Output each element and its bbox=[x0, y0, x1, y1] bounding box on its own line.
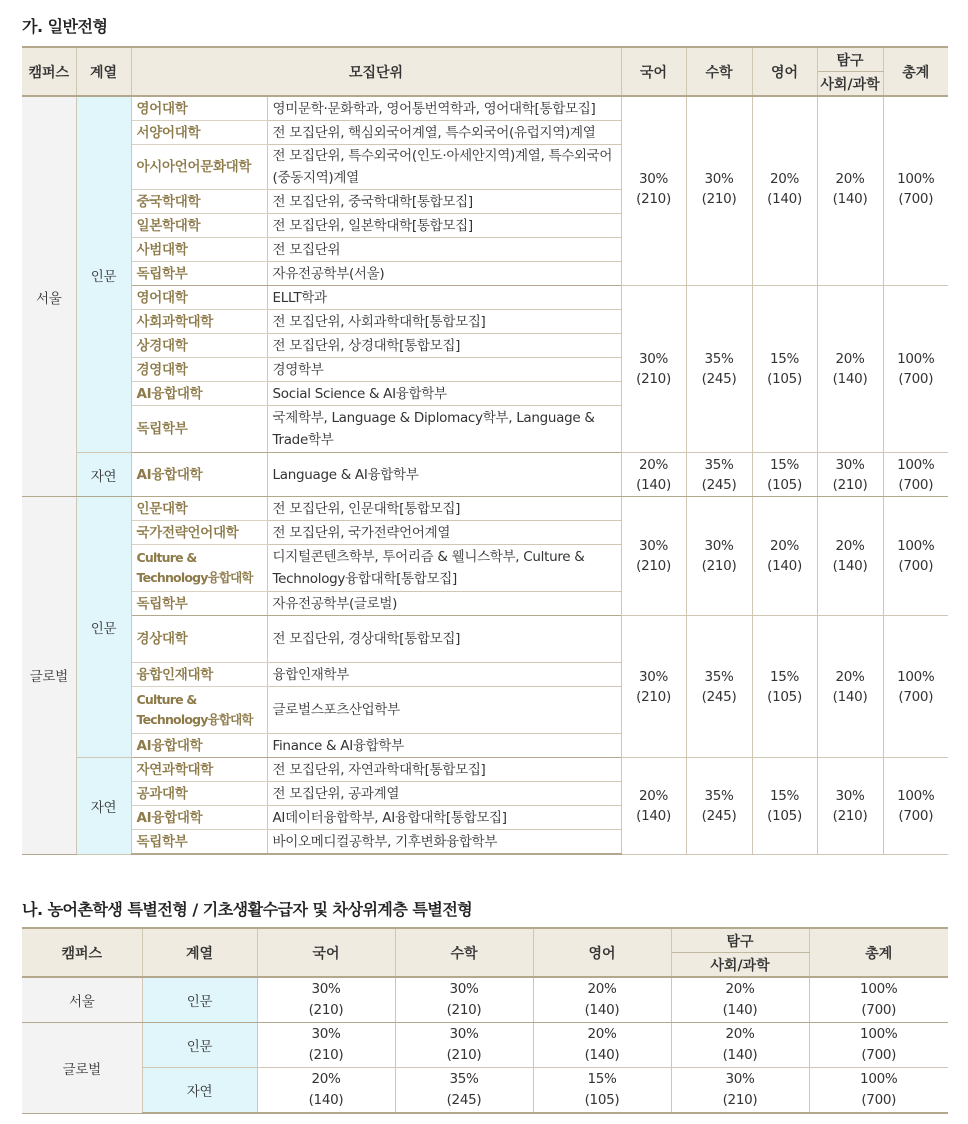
score-inquiry bbox=[817, 616, 883, 758]
score-inquiry bbox=[817, 758, 883, 855]
score-percent: 20% bbox=[769, 171, 800, 187]
score-percent: 20% bbox=[725, 1026, 755, 1042]
recruitment-unit: 경영학부 bbox=[267, 358, 621, 382]
track-cell: 자연 bbox=[76, 453, 131, 497]
table-row bbox=[22, 453, 948, 497]
score-percent: 100% bbox=[897, 351, 935, 367]
college-name: 영어대학 bbox=[131, 286, 267, 310]
college-name: AI융합대학 bbox=[131, 734, 267, 758]
score-points: (210) bbox=[308, 1047, 344, 1063]
header-unit: 모집단위 bbox=[131, 47, 621, 96]
recruitment-unit: 글로벌스포츠산업학부 bbox=[267, 687, 621, 734]
score-english bbox=[533, 977, 671, 1023]
college-name: 융합인재대학 bbox=[131, 663, 267, 687]
college-name: 독립학부 bbox=[131, 592, 267, 616]
score-points: (245) bbox=[446, 1092, 482, 1108]
score-points: (700) bbox=[898, 807, 934, 824]
score-points: (140) bbox=[636, 807, 671, 824]
score-percent: 20% bbox=[769, 538, 800, 554]
recruitment-unit: 전 모집단위 bbox=[267, 238, 621, 262]
table-row bbox=[22, 616, 948, 663]
college-name: AI융합대학 bbox=[131, 453, 267, 497]
score-english bbox=[752, 453, 817, 497]
score-points: (245) bbox=[701, 688, 737, 705]
recruitment-unit: 전 모집단위, 일본학대학[통합모집] bbox=[267, 214, 621, 238]
score-inquiry bbox=[671, 1023, 809, 1068]
score-percent: 30% bbox=[835, 456, 865, 473]
college-name: 자연과학대학 bbox=[131, 758, 267, 782]
score-percent: 15% bbox=[769, 456, 800, 473]
recruitment-unit: 전 모집단위, 핵심외국어계열, 특수외국어(유럽지역)계열 bbox=[267, 121, 621, 145]
recruitment-unit: Social Science & AI융합학부 bbox=[267, 382, 621, 406]
score-math bbox=[686, 497, 752, 616]
score-korean bbox=[257, 1023, 395, 1068]
score-english bbox=[533, 1068, 671, 1114]
score-percent: 20% bbox=[587, 981, 617, 997]
score-percent: 20% bbox=[835, 171, 865, 187]
score-percent: 20% bbox=[587, 1026, 617, 1042]
score-percent: 30% bbox=[835, 787, 865, 804]
score-points: (210) bbox=[636, 688, 671, 705]
college-name: 경영대학 bbox=[131, 358, 267, 382]
college-name: 중국학대학 bbox=[131, 190, 267, 214]
college-name: 서양어대학 bbox=[131, 121, 267, 145]
score-math bbox=[686, 286, 752, 453]
recruitment-unit: 전 모집단위, 국가전략언어계열 bbox=[267, 521, 621, 545]
score-inquiry bbox=[817, 497, 883, 616]
header-english: 영어 bbox=[533, 928, 671, 977]
recruitment-unit: 영미문학·문화학과, 영어통번역학과, 영어대학[통합모집] bbox=[267, 96, 621, 121]
score-points: (245) bbox=[701, 807, 737, 824]
score-percent: 100% bbox=[897, 456, 935, 473]
college-name: 상경대학 bbox=[131, 334, 267, 358]
score-total bbox=[883, 616, 948, 758]
score-korean bbox=[621, 616, 686, 758]
track-cell: 인문 bbox=[76, 96, 131, 453]
general-admission-table bbox=[22, 46, 948, 855]
score-total bbox=[883, 758, 948, 855]
score-points: (245) bbox=[701, 476, 737, 493]
header-total: 총계 bbox=[883, 47, 948, 96]
score-points: (140) bbox=[767, 191, 802, 207]
score-points: (210) bbox=[446, 1047, 482, 1063]
score-percent: 20% bbox=[835, 538, 865, 554]
recruitment-unit: 융합인재학부 bbox=[267, 663, 621, 687]
college-name: Culture & Technology융합대학 bbox=[131, 545, 267, 592]
college-name: 독립학부 bbox=[131, 406, 267, 453]
table-row bbox=[22, 286, 948, 310]
score-percent: 30% bbox=[311, 981, 341, 997]
score-points: (210) bbox=[446, 1002, 482, 1018]
score-points: (140) bbox=[636, 476, 671, 493]
recruitment-unit: 전 모집단위, 사회과학대학[통합모집] bbox=[267, 310, 621, 334]
score-points: (245) bbox=[701, 371, 737, 387]
score-points: (140) bbox=[584, 1047, 620, 1063]
recruitment-unit: Language & AI융합학부 bbox=[267, 453, 621, 497]
score-points: (210) bbox=[832, 476, 868, 493]
college-name: 사범대학 bbox=[131, 238, 267, 262]
score-percent: 35% bbox=[704, 668, 734, 685]
score-korean bbox=[257, 977, 395, 1023]
recruitment-unit: 전 모집단위, 특수외국어(인도·아세안지역)계열, 특수외국어(중동지역)계열 bbox=[267, 145, 621, 190]
score-percent: 30% bbox=[311, 1026, 341, 1042]
score-percent: 15% bbox=[769, 351, 800, 367]
score-percent: 100% bbox=[860, 981, 898, 997]
college-name: 영어대학 bbox=[131, 96, 267, 121]
score-korean bbox=[257, 1068, 395, 1114]
college-name: 사회과학대학 bbox=[131, 310, 267, 334]
score-inquiry bbox=[817, 453, 883, 497]
score-points: (210) bbox=[636, 371, 671, 387]
college-name: Culture & Technology융합대학 bbox=[131, 687, 267, 734]
track-cell: 자연 bbox=[76, 758, 131, 855]
score-percent: 20% bbox=[835, 668, 865, 685]
score-korean bbox=[621, 758, 686, 855]
score-points: (700) bbox=[898, 371, 934, 387]
recruitment-unit: 디지털콘텐츠학부, 투어리즘 & 웰니스학부, Culture & Technology융합대학[통합모집] bbox=[267, 545, 621, 592]
score-points: (105) bbox=[767, 476, 802, 493]
score-english bbox=[752, 96, 817, 286]
special-admission-table bbox=[22, 927, 948, 1114]
recruitment-unit: 전 모집단위, 상경대학[통합모집] bbox=[267, 334, 621, 358]
score-points: (140) bbox=[832, 558, 868, 574]
score-points: (210) bbox=[636, 558, 671, 574]
recruitment-unit: 전 모집단위, 중국학대학[통합모집] bbox=[267, 190, 621, 214]
college-name: 독립학부 bbox=[131, 262, 267, 286]
recruitment-unit: 자유전공학부(서울) bbox=[267, 262, 621, 286]
score-total bbox=[883, 497, 948, 616]
score-points: (140) bbox=[584, 1002, 620, 1018]
score-points: (140) bbox=[832, 191, 868, 207]
score-total bbox=[883, 96, 948, 286]
score-percent: 30% bbox=[704, 171, 734, 187]
score-math bbox=[395, 1068, 533, 1114]
header-inquiry: 탐구 bbox=[817, 47, 883, 72]
score-percent: 30% bbox=[704, 538, 734, 554]
score-percent: 100% bbox=[897, 538, 935, 554]
score-percent: 30% bbox=[725, 1071, 755, 1087]
header-inquiry-sub: 사회/과학 bbox=[671, 953, 809, 978]
campus-cell: 글로벌 bbox=[22, 1023, 142, 1114]
score-points: (210) bbox=[722, 1092, 758, 1108]
track-cell: 자연 bbox=[142, 1068, 257, 1114]
header-track: 계열 bbox=[142, 928, 257, 977]
score-english bbox=[752, 286, 817, 453]
score-korean bbox=[621, 497, 686, 616]
score-points: (700) bbox=[898, 558, 934, 574]
score-points: (700) bbox=[861, 1092, 897, 1108]
score-points: (210) bbox=[701, 558, 737, 574]
score-english bbox=[533, 1023, 671, 1068]
score-points: (140) bbox=[722, 1002, 758, 1018]
table-row bbox=[22, 96, 948, 121]
score-percent: 30% bbox=[449, 981, 479, 997]
score-points: (700) bbox=[898, 191, 934, 207]
score-total bbox=[809, 977, 948, 1023]
score-points: (140) bbox=[832, 688, 868, 705]
table-row bbox=[22, 1023, 948, 1068]
header-math: 수학 bbox=[395, 928, 533, 977]
score-percent: 20% bbox=[638, 787, 669, 804]
score-percent: 100% bbox=[897, 171, 935, 187]
score-percent: 100% bbox=[860, 1026, 898, 1042]
score-points: (700) bbox=[861, 1002, 897, 1018]
score-percent: 30% bbox=[638, 171, 669, 187]
score-points: (210) bbox=[308, 1002, 344, 1018]
header-campus: 캠퍼스 bbox=[22, 47, 76, 96]
score-points: (700) bbox=[898, 688, 934, 705]
college-name: AI융합대학 bbox=[131, 382, 267, 406]
table-row bbox=[22, 1068, 948, 1114]
score-percent: 100% bbox=[897, 787, 935, 804]
score-points: (140) bbox=[832, 371, 868, 387]
score-percent: 30% bbox=[638, 668, 669, 685]
score-english bbox=[752, 497, 817, 616]
score-percent: 20% bbox=[725, 981, 755, 997]
score-percent: 35% bbox=[704, 351, 734, 367]
header-inquiry: 탐구 bbox=[671, 928, 809, 953]
score-total bbox=[809, 1068, 948, 1114]
score-points: (140) bbox=[767, 558, 802, 574]
header-math: 수학 bbox=[686, 47, 752, 96]
recruitment-unit: 바이오메디컬공학부, 기후변화융합학부 bbox=[267, 830, 621, 855]
score-points: (210) bbox=[701, 191, 737, 207]
section-a-title: 가. 일반전형 bbox=[22, 17, 108, 36]
score-percent: 100% bbox=[860, 1071, 898, 1087]
recruitment-unit: 자유전공학부(글로벌) bbox=[267, 592, 621, 616]
score-points: (105) bbox=[584, 1092, 620, 1108]
recruitment-unit: Finance & AI융합학부 bbox=[267, 734, 621, 758]
header-korean: 국어 bbox=[621, 47, 686, 96]
recruitment-unit: 전 모집단위, 경상대학[통합모집] bbox=[267, 616, 621, 663]
score-points: (700) bbox=[898, 476, 934, 493]
recruitment-unit: 전 모집단위, 공과계열 bbox=[267, 782, 621, 806]
score-percent: 35% bbox=[704, 787, 734, 804]
college-name: 인문대학 bbox=[131, 497, 267, 521]
score-points: (140) bbox=[722, 1047, 758, 1063]
track-cell: 인문 bbox=[76, 497, 131, 758]
college-name: 공과대학 bbox=[131, 782, 267, 806]
score-inquiry bbox=[671, 1068, 809, 1114]
campus-cell: 서울 bbox=[22, 977, 142, 1023]
track-cell: 인문 bbox=[142, 1023, 257, 1068]
college-name: 국가전략언어대학 bbox=[131, 521, 267, 545]
header-inquiry-sub: 사회/과학 bbox=[817, 72, 883, 97]
college-name: 경상대학 bbox=[131, 616, 267, 663]
score-points: (210) bbox=[636, 191, 671, 207]
recruitment-unit: 전 모집단위, 자연과학대학[통합모집] bbox=[267, 758, 621, 782]
header-english: 영어 bbox=[752, 47, 817, 96]
score-inquiry bbox=[671, 977, 809, 1023]
score-math bbox=[686, 453, 752, 497]
recruitment-unit: 국제학부, Language & Diplomacy학부, Language & Trade학부 bbox=[267, 406, 621, 453]
score-percent: 30% bbox=[449, 1026, 479, 1042]
score-points: (700) bbox=[861, 1047, 897, 1063]
score-inquiry bbox=[817, 286, 883, 453]
score-korean bbox=[621, 286, 686, 453]
score-percent: 30% bbox=[638, 538, 669, 554]
score-total bbox=[809, 1023, 948, 1068]
campus-cell: 글로벌 bbox=[22, 497, 76, 855]
campus-cell: 서울 bbox=[22, 96, 76, 497]
score-total bbox=[883, 286, 948, 453]
table-row bbox=[22, 977, 948, 1023]
score-percent: 15% bbox=[587, 1071, 617, 1087]
score-english bbox=[752, 616, 817, 758]
college-name: 독립학부 bbox=[131, 830, 267, 855]
score-points: (105) bbox=[767, 688, 802, 705]
college-name: AI융합대학 bbox=[131, 806, 267, 830]
college-name: 일본학대학 bbox=[131, 214, 267, 238]
score-percent: 30% bbox=[638, 351, 669, 367]
score-points: (140) bbox=[308, 1092, 344, 1108]
score-percent: 20% bbox=[835, 351, 865, 367]
recruitment-unit: ELLT학과 bbox=[267, 286, 621, 310]
recruitment-unit: AI데이터융합학부, AI융합대학[통합모집] bbox=[267, 806, 621, 830]
track-cell: 인문 bbox=[142, 977, 257, 1023]
score-korean bbox=[621, 96, 686, 286]
score-percent: 35% bbox=[449, 1071, 479, 1087]
score-points: (105) bbox=[767, 807, 802, 824]
table-row bbox=[22, 497, 948, 521]
score-korean bbox=[621, 453, 686, 497]
score-math bbox=[686, 96, 752, 286]
college-name: 아시아언어문화대학 bbox=[131, 145, 267, 190]
score-total bbox=[883, 453, 948, 497]
score-math bbox=[395, 977, 533, 1023]
score-math bbox=[686, 616, 752, 758]
score-points: (210) bbox=[832, 807, 868, 824]
recruitment-unit: 전 모집단위, 인문대학[통합모집] bbox=[267, 497, 621, 521]
score-inquiry bbox=[817, 96, 883, 286]
score-percent: 15% bbox=[769, 787, 800, 804]
header-total: 총계 bbox=[809, 928, 948, 977]
header-track: 계열 bbox=[76, 47, 131, 96]
score-percent: 35% bbox=[704, 456, 734, 473]
section-b-title: 나. 농어촌학생 특별전형 / 기초생활수급자 및 차상위계층 특별전형 bbox=[22, 900, 473, 919]
table-row bbox=[22, 758, 948, 782]
score-percent: 20% bbox=[638, 456, 669, 473]
score-points: (105) bbox=[767, 371, 802, 387]
score-percent: 15% bbox=[769, 668, 800, 685]
header-campus: 캠퍼스 bbox=[22, 928, 142, 977]
score-math bbox=[686, 758, 752, 855]
header-korean: 국어 bbox=[257, 928, 395, 977]
score-math bbox=[395, 1023, 533, 1068]
score-english bbox=[752, 758, 817, 855]
score-percent: 20% bbox=[311, 1071, 341, 1087]
score-percent: 100% bbox=[897, 668, 935, 685]
